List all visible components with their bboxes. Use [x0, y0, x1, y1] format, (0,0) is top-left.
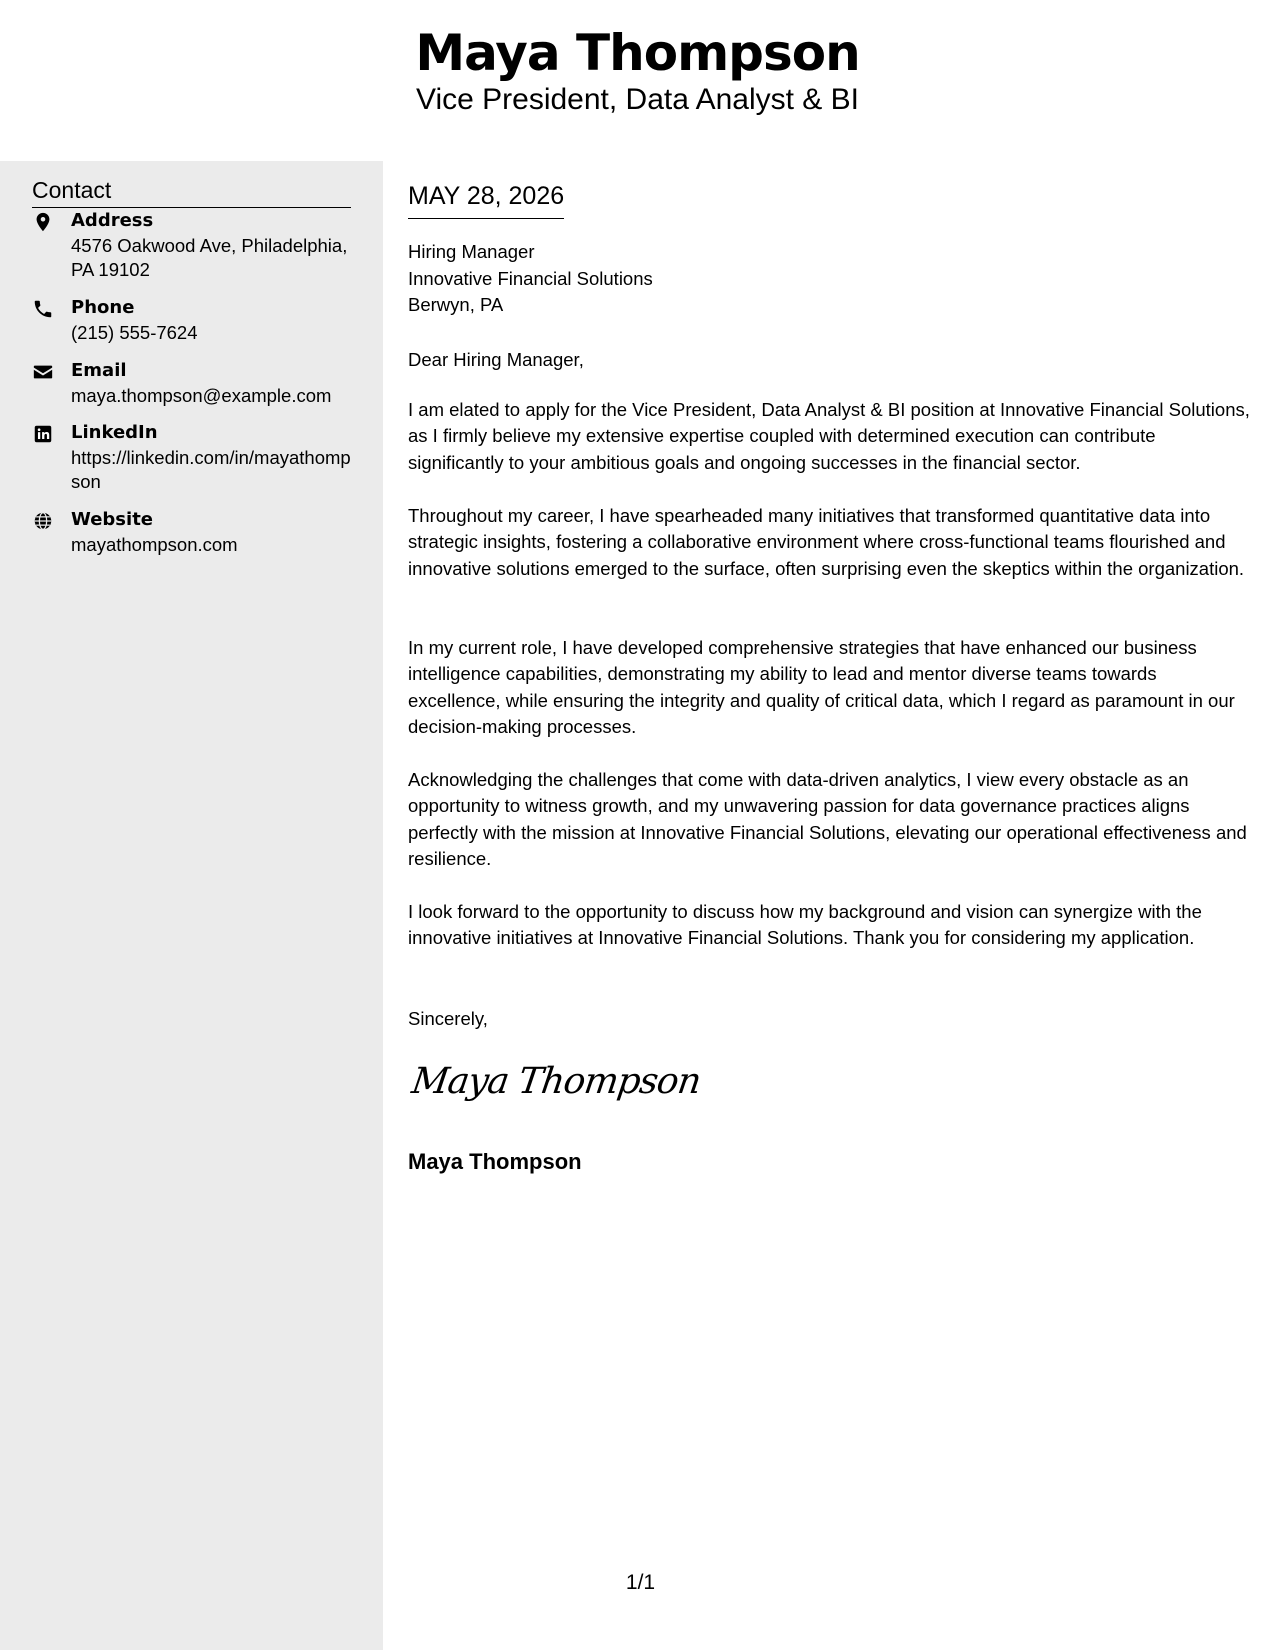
- body-paragraph: In my current role, I have developed comprehensive strategies that have enhanced our business intelligence capabilities, demonstrating my ability to lead and mentor diverse teams towards excellence, while ensuring the integrity and quality of critical data, which I regard as paramount in our decision-making processes.: [408, 637, 1235, 737]
- globe-icon: [32, 510, 54, 532]
- page-number: 1/1: [625, 1571, 656, 1594]
- recipient-block: [408, 239, 653, 319]
- envelope-icon: [32, 361, 54, 383]
- letter-date: MAY 28, 2026: [408, 180, 564, 219]
- email-label: Email: [71, 360, 127, 381]
- handwritten-signature: Maya Thompson: [409, 1061, 703, 1102]
- linkedin-value[interactable]: https://linkedin.com/in/mayathompson: [71, 447, 351, 492]
- contact-heading: Contact: [32, 175, 351, 208]
- recipient-line: Innovative Financial Solutions: [408, 267, 653, 289]
- email-value[interactable]: maya.thompson@example.com: [71, 385, 332, 406]
- address-label: Address: [71, 210, 154, 231]
- map-pin-icon: [32, 211, 54, 233]
- linkedin-icon: [32, 423, 54, 445]
- signer-name: Maya Thompson: [408, 1149, 582, 1174]
- closing: Sincerely,: [408, 1008, 488, 1029]
- recipient-line: Hiring Manager: [408, 241, 535, 262]
- body-paragraph: Throughout my career, I have spearheaded many initiatives that transformed quantitative data into strategic insights, fostering a collaborative environment where cross-functional teams flourished and innovative solutions emerged to the surface, often surprising even the skeptics within the organization.: [408, 505, 1245, 579]
- body-paragraph: I am elated to apply for the Vice President, Data Analyst & BI position at Innovative Financial Solutions, as I firmly believe my extensive expertise coupled with determined execution can contribute significantly to your ambitious goals and ongoing successes in the financial sector.: [408, 399, 1250, 473]
- applicant-title: Vice President, Data Analyst & BI: [415, 83, 859, 116]
- salutation: Dear Hiring Manager,: [408, 349, 584, 370]
- website-value[interactable]: mayathompson.com: [71, 534, 238, 555]
- website-label: Website: [71, 509, 154, 530]
- phone-value: (215) 555-7624: [71, 322, 198, 343]
- linkedin-label: LinkedIn: [71, 422, 158, 443]
- phone-icon: [32, 298, 54, 320]
- address-value: 4576 Oakwood Ave, Philadelphia, PA 19102: [71, 235, 348, 280]
- recipient-line: Berwyn, PA: [408, 294, 504, 315]
- phone-label: Phone: [71, 297, 135, 318]
- body-paragraph: I look forward to the opportunity to discuss how my background and vision can synergize with the innovative initiatives at Innovative Financial Solutions. Thank you for considering my application.: [408, 901, 1202, 949]
- contact-sidebar: [0, 161, 383, 1650]
- body-paragraph: Acknowledging the challenges that come with data-driven analytics, I view every obstacle as an opportunity to witness growth, and my unwavering passion for data governance practices aligns perfectly with the mission at Innovative Financial Solutions, elevating our operational effectiveness and resilience.: [408, 769, 1247, 869]
- letter-header: [0, 0, 1275, 160]
- applicant-name: Maya Thompson: [415, 24, 860, 82]
